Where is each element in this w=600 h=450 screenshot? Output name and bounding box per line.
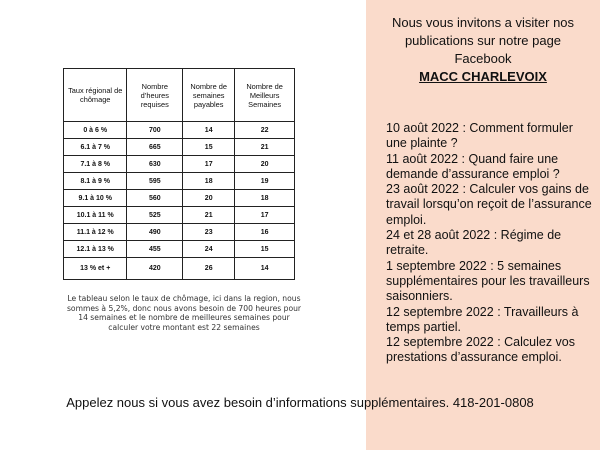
unemployment-rate-table	[63, 68, 295, 280]
cell-hours: 665	[127, 139, 183, 156]
cell-best-weeks: 16	[235, 224, 295, 241]
table-header-row	[64, 69, 295, 122]
cell-best-weeks: 17	[235, 207, 295, 224]
cell-hours: 630	[127, 156, 183, 173]
publication-item: 11 août 2022 : Quand faire une demande d’assurance emploi ?	[386, 151, 560, 181]
table-row	[64, 173, 295, 190]
brand-name: MACC CHARLEVOIX	[419, 69, 547, 84]
header-best-weeks: Nombre de Meilleurs Semaines	[235, 69, 295, 122]
cell-best-weeks: 19	[235, 173, 295, 190]
cell-weeks: 21	[183, 207, 235, 224]
table-row	[64, 122, 295, 139]
publication-item: 10 août 2022 : Comment formuler une plainte ?	[386, 121, 573, 151]
cell-rate: 11.1 à 12 %	[64, 224, 127, 241]
invite-line-3: Facebook	[454, 51, 512, 66]
invite-line-1: Nous vous invitons a visiter nos	[391, 15, 575, 30]
cell-best-weeks: 14	[235, 258, 295, 280]
cell-weeks: 15	[183, 139, 235, 156]
cell-rate: 8.1 à 9 %	[64, 173, 127, 190]
publication-item: 12 septembre 2022 : Travailleurs à temps partiel.	[386, 304, 579, 334]
cell-weeks: 14	[183, 122, 235, 139]
table-row	[64, 156, 295, 173]
table-row	[64, 258, 295, 280]
cell-best-weeks: 18	[235, 190, 295, 207]
table-row	[64, 139, 295, 156]
cell-weeks: 24	[183, 241, 235, 258]
cell-rate: 13 % et +	[64, 258, 127, 280]
header-weeks: Nombre de semaines payables	[183, 69, 235, 122]
cell-hours: 560	[127, 190, 183, 207]
cell-best-weeks: 20	[235, 156, 295, 173]
cell-best-weeks: 15	[235, 241, 295, 258]
cell-weeks: 20	[183, 190, 235, 207]
table-row	[64, 190, 295, 207]
cell-rate: 7.1 à 8 %	[64, 156, 127, 173]
cell-best-weeks: 22	[235, 122, 295, 139]
header-hours: Nombre d’heures requises	[127, 69, 183, 122]
cell-weeks: 26	[183, 258, 235, 280]
cell-rate: 10.1 à 11 %	[64, 207, 127, 224]
cell-hours: 455	[127, 241, 183, 258]
contact-line: Appelez nous si vous avez besoin d’informations supplémentaires. 418-201-0808	[66, 395, 534, 410]
cell-hours: 595	[127, 173, 183, 190]
cell-hours: 700	[127, 122, 183, 139]
cell-rate: 0 à 6 %	[64, 122, 127, 139]
cell-rate: 6.1 à 7 %	[64, 139, 127, 156]
cell-hours: 490	[127, 224, 183, 241]
cell-weeks: 23	[183, 224, 235, 241]
publication-item: 24 et 28 août 2022 : Régime de retraite.	[386, 228, 562, 258]
cell-hours: 420	[127, 258, 183, 280]
facebook-invite	[370, 14, 596, 86]
table-row	[64, 207, 295, 224]
table-row	[64, 241, 295, 258]
publication-item: 12 septembre 2022 : Calculez vos prestations d’assurance emploi.	[386, 335, 575, 365]
cell-weeks: 18	[183, 173, 235, 190]
cell-weeks: 17	[183, 156, 235, 173]
cell-best-weeks: 21	[235, 139, 295, 156]
header-rate: Taux régional de chômage	[64, 69, 127, 122]
cell-rate: 12.1 à 13 %	[64, 241, 127, 258]
table-row	[64, 224, 295, 241]
cell-hours: 525	[127, 207, 183, 224]
publication-list	[386, 121, 592, 366]
cell-rate: 9.1 à 10 %	[64, 190, 127, 207]
table-explanation: Le tableau selon le taux de chômage, ici dans la region, nous sommes à 5,2%, donc nous avons besoin de 700 heures pour 14 semaines et le nombre de meilleures semaines pour calculer votre montant est 22 semaines	[66, 294, 302, 332]
publication-item: 1 septembre 2022 : 5 semaines supplémentaires pour les travailleurs saisonniers.	[386, 258, 590, 304]
table-body	[64, 122, 295, 280]
invite-line-2: publications sur notre page	[404, 33, 562, 48]
publication-item: 23 août 2022 : Calculer vos gains de travail lorsqu’on reçoit de l’assurance emploi.	[386, 182, 592, 227]
